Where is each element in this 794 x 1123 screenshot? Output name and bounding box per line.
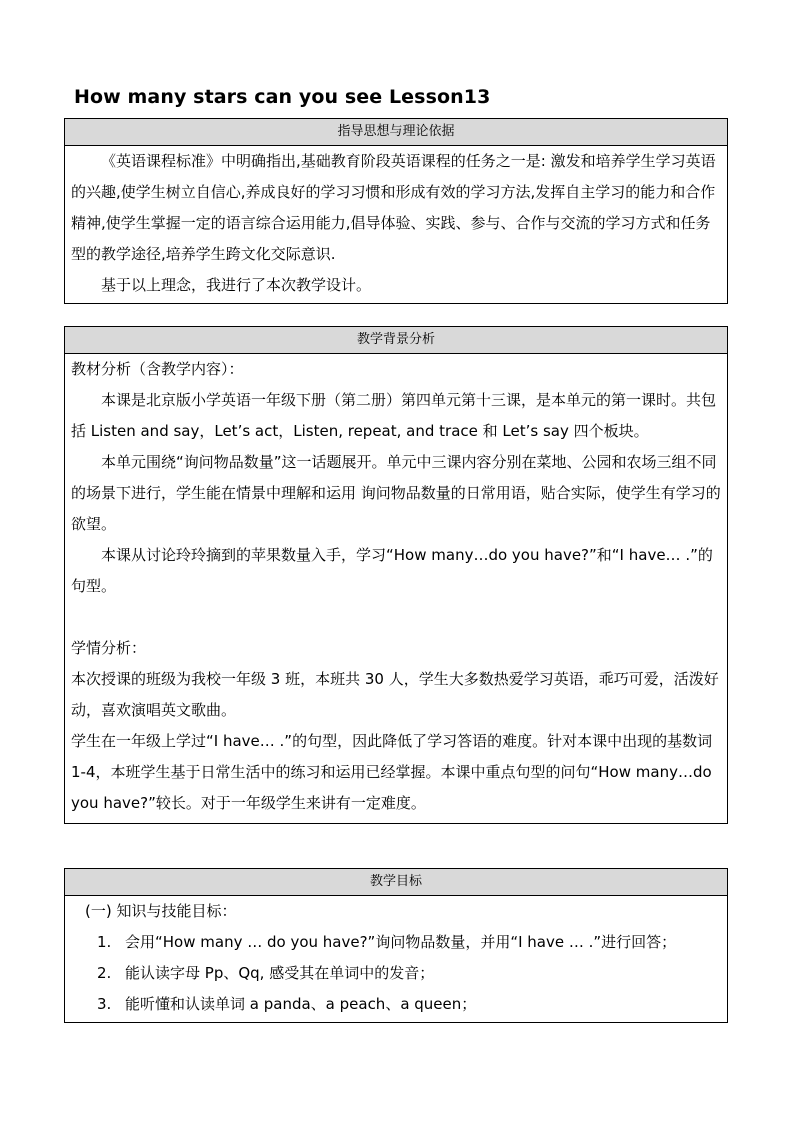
objective-text: 能听懂和认读单词 a panda、a peach、a queen； [125, 995, 477, 1013]
student-analysis-label: 学情分析： [71, 639, 147, 657]
material-analysis-label: 教材分析（含教学内容）： [71, 360, 244, 378]
student-paragraph: 本次授课的班级为我校一年级 3 班，本班共 30 人，学生大多数热爱学习英语，乖巧可爱，活泼好动，喜欢演唱英文歌曲。 [71, 670, 719, 719]
student-paragraph: 学生在一年级上学过“I have… .”的句型，因此降低了学习答语的难度。针对本课中出现的基数词 1-4，本班学生基于日常生活中的练习和运用已经掌握。本课中重点句型的问句“How many…do you have?”较长。对于一年级学生来讲有一定难度。 [71, 732, 713, 812]
background-analysis-heading: 教学背景分析 [65, 327, 727, 354]
guiding-theory-paragraph: 《英语课程标准》中明确指出,基础教育阶段英语课程的任务之一是: 激发和培养学生学习英语的兴趣,使学生树立自信心,养成良好的学习习惯和形成有效的学习方法,发挥自主学习的能力和合作精神,使学生掌握一定的语言综合运用能力,倡导体验、实践、参与、合作与交流的学习方式和任务型的教学途径,培养学生跨文化交际意识. [71, 152, 716, 263]
objective-item [71, 989, 721, 1020]
teaching-objectives-body [65, 896, 727, 1020]
objective-item [71, 927, 721, 958]
teaching-objectives-section [64, 868, 728, 1023]
knowledge-skill-subheading: (一) 知识与技能目标： [85, 902, 237, 920]
objective-text: 会用“How many … do you have?”询问物品数量，并用“I have … .”进行回答； [125, 933, 677, 951]
document-title: How many stars can you see Lesson13 [74, 86, 491, 108]
guiding-theory-body [65, 146, 727, 301]
material-paragraph: 本单元围绕“询问物品数量”这一话题展开。单元中三课内容分别在菜地、公园和农场三组不同的场景下进行，学生能在情景中理解和运用 询问物品数量的日常用语，贴合实际，使学生有学习的欲望。 [71, 453, 721, 533]
guiding-theory-section [64, 118, 728, 304]
background-analysis-body [65, 354, 727, 819]
background-analysis-section [64, 326, 728, 824]
objective-number: 3. [97, 995, 112, 1013]
material-paragraph: 本课是北京版小学英语一年级下册（第二册）第四单元第十三课，是本单元的第一课时。共包括 Listen and say，Let’s act，Listen, repeat, and trace 和 Let’s say 四个板块。 [71, 391, 717, 440]
objective-item [71, 958, 721, 989]
guiding-theory-paragraph: 基于以上理念，我进行了本次教学设计。 [101, 276, 372, 294]
spacer [71, 602, 721, 633]
objective-number: 1. [97, 933, 112, 951]
guiding-theory-heading: 指导思想与理论依据 [65, 119, 727, 146]
objective-text: 能认读字母 Pp、Qq, 感受其在单词中的发音； [125, 964, 435, 982]
objective-list [71, 927, 721, 1020]
objective-number: 2. [97, 964, 112, 982]
material-paragraph: 本课从讨论玲玲摘到的苹果数量入手，学习“How many…do you have?”和“I have… .”的句型。 [71, 546, 713, 595]
teaching-objectives-heading: 教学目标 [65, 869, 727, 896]
